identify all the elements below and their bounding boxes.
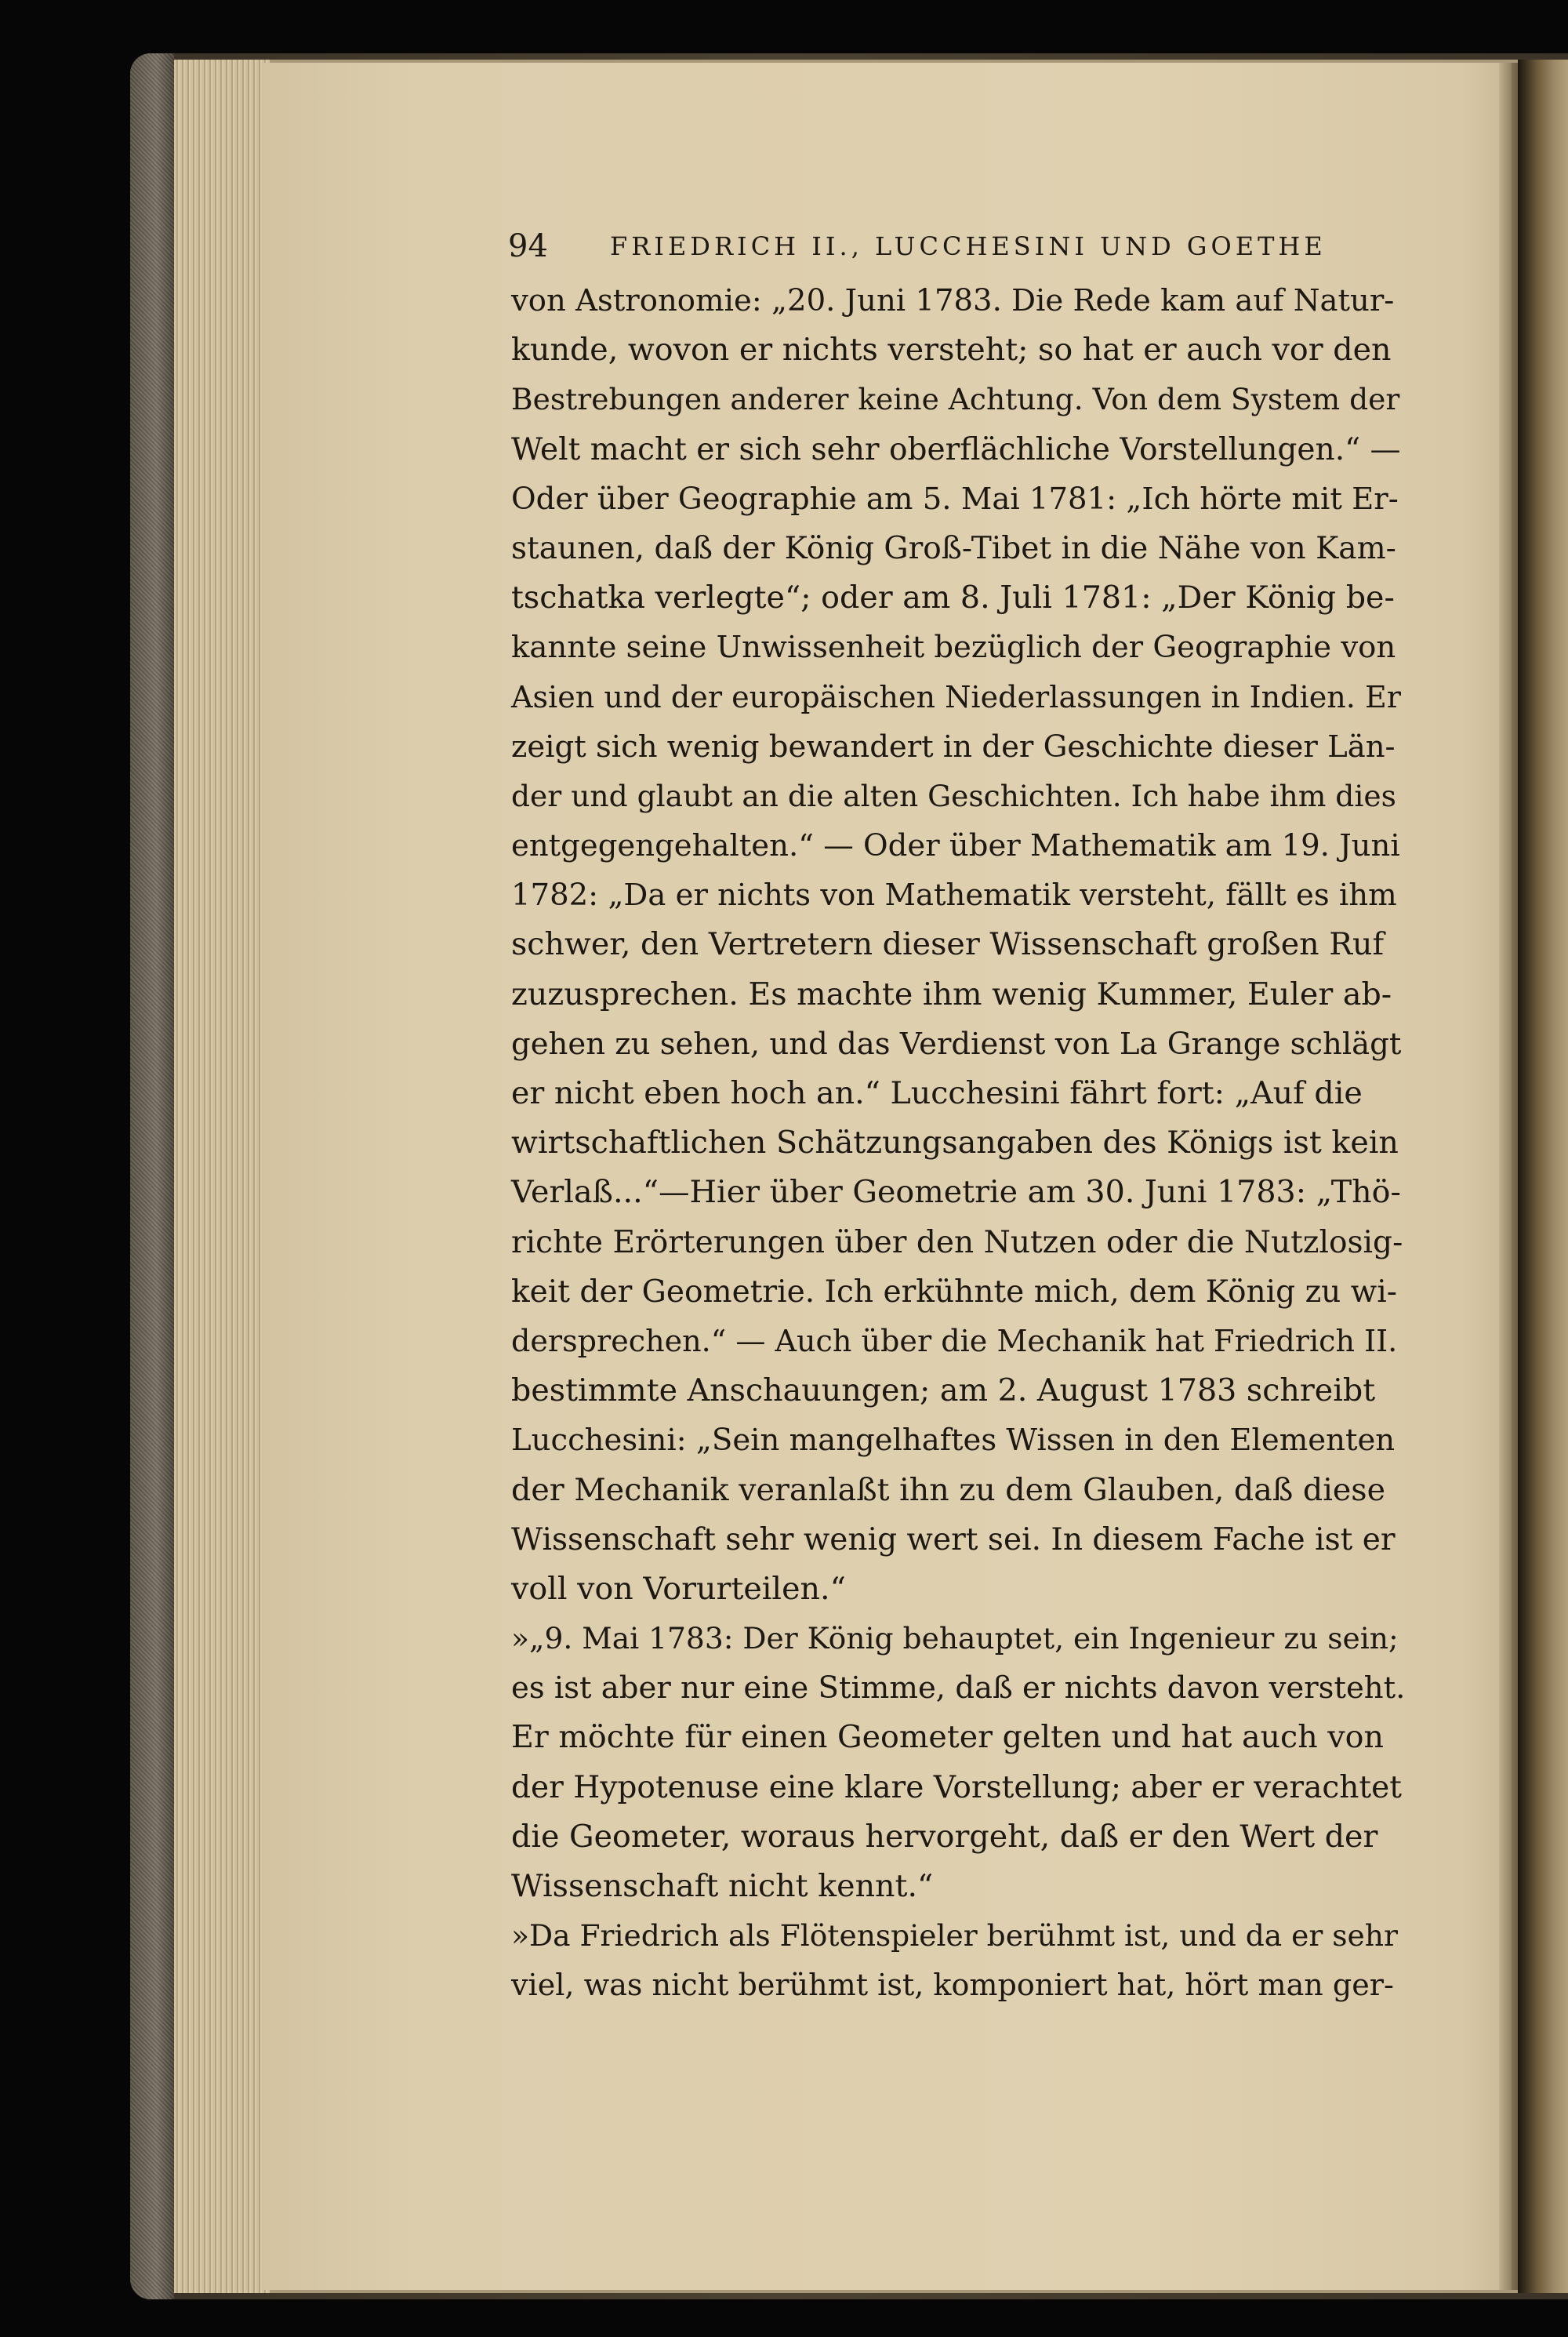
text-line: Lucchesini: „Sein mangelhaftes Wissen in den Elementen bbox=[511, 1423, 1396, 1459]
text-line: voll von Vorurteilen.“ bbox=[511, 1570, 846, 1607]
text-line: schwer, den Vertretern dieser Wissenschaft großen Ruf bbox=[511, 926, 1385, 963]
text-line: der Hypotenuse eine klare Vorstellung; aber er verachtet bbox=[511, 1769, 1402, 1805]
text-line: Bestrebungen anderer keine Achtung. Von dem System der bbox=[511, 382, 1400, 417]
page-gutter bbox=[1499, 63, 1518, 2290]
text-line: kannte seine Unwissenheit bezüglich der Geographie von bbox=[511, 630, 1396, 666]
body-text bbox=[511, 276, 1405, 2011]
text-line: Oder über Geographie am 5. Mai 1781: „Ich hörte mit Er- bbox=[511, 481, 1399, 517]
text-line: Wissenschaft nicht kennt.“ bbox=[511, 1868, 934, 1904]
text-line: er nicht eben hoch an.“ Lucchesini fährt fort: „Auf die bbox=[511, 1075, 1363, 1111]
text-line: von Astronomie: „20. Juni 1783. Die Rede kam auf Natur- bbox=[511, 283, 1395, 318]
text-line: der Mechanik veranlaßt ihn zu dem Glauben, daß diese bbox=[511, 1471, 1386, 1508]
text-line: kunde, wovon er nichts versteht; so hat er auch vor den bbox=[511, 332, 1392, 369]
text-line: der und glaubt an die alten Geschichten. Ich habe ihm dies bbox=[511, 778, 1396, 813]
text-line: zeigt sich wenig bewandert in der Geschichte dieser Län- bbox=[511, 729, 1396, 765]
text-line: zuzusprechen. Es machte ihm wenig Kummer, Euler ab- bbox=[511, 976, 1392, 1012]
text-line: »„9. Mai 1783: Der König behauptet, ein Ingenieur zu sein; bbox=[511, 1621, 1399, 1656]
text-line: keit der Geometrie. Ich erkühnte mich, dem König zu wi- bbox=[511, 1274, 1397, 1310]
text-line: »Da Friedrich als Flötenspieler berühmt ist, und da er sehr bbox=[511, 1918, 1398, 1954]
text-line: 1782: „Da er nichts von Mathematik versteht, fällt es ihm bbox=[511, 878, 1397, 914]
text-line: richte Erörterungen über den Nutzen oder die Nutzlosig- bbox=[511, 1224, 1403, 1260]
text-line: Welt macht er sich sehr oberflächliche Vorstellungen.“ — bbox=[511, 431, 1401, 467]
text-line: Verlaß...“—Hier über Geometrie am 30. Juni 1783: „Thö- bbox=[511, 1174, 1401, 1211]
text-line: Wissenschaft sehr wenig wert sei. In diesem Fache ist er bbox=[511, 1521, 1396, 1557]
page-number: 94 bbox=[508, 228, 548, 264]
page-edges bbox=[174, 60, 270, 2293]
text-line: dersprechen.“ — Auch über die Mechanik hat Friedrich II. bbox=[511, 1323, 1398, 1358]
text-line: wirtschaftlichen Schätzungsangaben des Königs ist kein bbox=[511, 1125, 1399, 1161]
text-line: tschatka verlegte“; oder am 8. Juli 1781: „Der König be- bbox=[511, 580, 1395, 616]
facing-page-edge bbox=[1518, 60, 1568, 2293]
text-line: gehen zu sehen, und das Verdienst von La Grange schlägt bbox=[511, 1026, 1402, 1062]
text-line: es ist aber nur eine Stimme, daß er nichts davon versteht. bbox=[511, 1670, 1406, 1706]
running-head-title: FRIEDRICH II., LUCCHESINI UND GOETHE bbox=[610, 231, 1327, 261]
text-line: die Geometer, woraus hervorgeht, daß er den Wert der bbox=[511, 1818, 1378, 1855]
text-line: staunen, daß der König Groß-Tibet in die Nähe von Kam- bbox=[511, 530, 1396, 566]
text-line: entgegengehalten.“ — Oder über Mathematik am 19. Juni bbox=[511, 828, 1400, 864]
text-line: bestimmte Anschauungen; am 2. August 1783 schreibt bbox=[511, 1372, 1376, 1409]
running-header bbox=[508, 224, 1386, 268]
cover-cloth-edge bbox=[130, 53, 174, 2299]
text-line: Er möchte für einen Geometer gelten und hat auch von bbox=[511, 1719, 1384, 1756]
text-line: viel, was nicht berühmt ist, komponiert hat, hört man ger- bbox=[511, 1968, 1394, 2003]
text-line: Asien und der europäischen Niederlassungen in Indien. Er bbox=[511, 679, 1401, 714]
